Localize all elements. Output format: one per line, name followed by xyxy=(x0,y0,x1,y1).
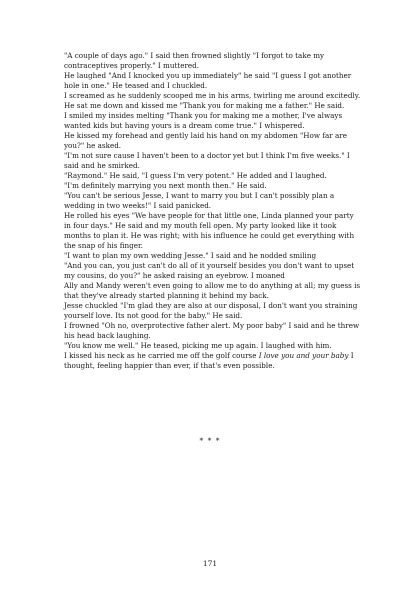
text-line: thought, feeling happier than ever, if that's even possible. xyxy=(64,361,275,370)
text-line: contraceptives properly." I muttered. xyxy=(64,61,200,70)
text-line: "And you can, you just can't do all of it yourself besides you don't want to upset xyxy=(64,261,355,270)
page-body xyxy=(64,51,364,371)
text-line: in four days." He said and my mouth fell open. My party looked like it took xyxy=(64,221,337,230)
text-line: wedding in two weeks!" I said panicked. xyxy=(64,201,212,210)
text-line: yourself love. Its not good for the baby." He said. xyxy=(64,311,243,320)
text-segment: I xyxy=(348,351,354,360)
text-line: the snap of his finger. xyxy=(64,241,143,250)
text-line: I screamed as he suddenly scooped me in his arms, twirling me around excitedly. xyxy=(64,91,361,100)
text-line: Ally and Mandy weren't even going to allow me to do anything at all; my guess is xyxy=(64,281,361,290)
text-line-with-italic xyxy=(64,351,364,361)
text-line: He sat me down and kissed me "Thank you for making me a father." He said. xyxy=(64,101,345,110)
text-line: months to plan it. He was right; with his influence he could get everything with xyxy=(64,231,355,240)
text-line: "A couple of days ago." I said then frowned slightly "I forgot to take my xyxy=(64,51,325,60)
text-line: "I'm not sure cause I haven't been to a doctor yet but I think I'm five weeks." I xyxy=(64,151,350,160)
text-line: I smiled my insides melting "Thank you for making me a mother, I've always xyxy=(64,111,343,120)
text-line: "You know me well." He teased, picking me up again. I laughed with him. xyxy=(64,341,332,350)
scene-break: * * * xyxy=(199,436,221,445)
text-line: "I'm definitely marrying you next month then." He said. xyxy=(64,181,267,190)
text-line: He laughed "And I knocked you up immediately" he said "I guess I got another xyxy=(64,71,352,80)
page-number: 171 xyxy=(202,559,218,568)
text-line: "Raymond." He said, "I guess I'm very potent." He added and I laughed. xyxy=(64,171,327,180)
text-line: He kissed my forehead and gently laid his hand on my abdomen "How far are xyxy=(64,131,347,140)
text-line: I frowned "Oh no, overprotective father alert. My poor baby" I said and he threw xyxy=(64,321,360,330)
text-segment: I kissed his neck as he carried me off the golf course xyxy=(64,351,259,360)
text-line: his head back laughing. xyxy=(64,331,151,340)
text-line: said and he smirked. xyxy=(64,161,140,170)
text-line: He rolled his eyes "We have people for that little one, Linda planned your party xyxy=(64,211,354,220)
text-line: wanted kids but having yours is a dream come true." I whispered. xyxy=(64,121,305,130)
text-line: "I want to plan my own wedding Jesse." I said and he nodded smiling xyxy=(64,251,317,260)
italic-thought: I love you and your baby xyxy=(258,351,349,360)
text-line: you?" he asked. xyxy=(64,141,122,150)
text-line: that they've already started planning it behind my back. xyxy=(64,291,269,300)
text-line: "You can't be serious Jesse, I want to marry you but I can't possibly plan a xyxy=(64,191,335,200)
text-line: my cousins, do you?" he asked raising an eyebrow. I moaned xyxy=(64,271,285,280)
text-line: Jesse chuckled "I'm glad they are also at our disposal, I don't want you straining xyxy=(64,301,358,310)
text-line: hole in one." He teased and I chuckled. xyxy=(64,81,208,90)
